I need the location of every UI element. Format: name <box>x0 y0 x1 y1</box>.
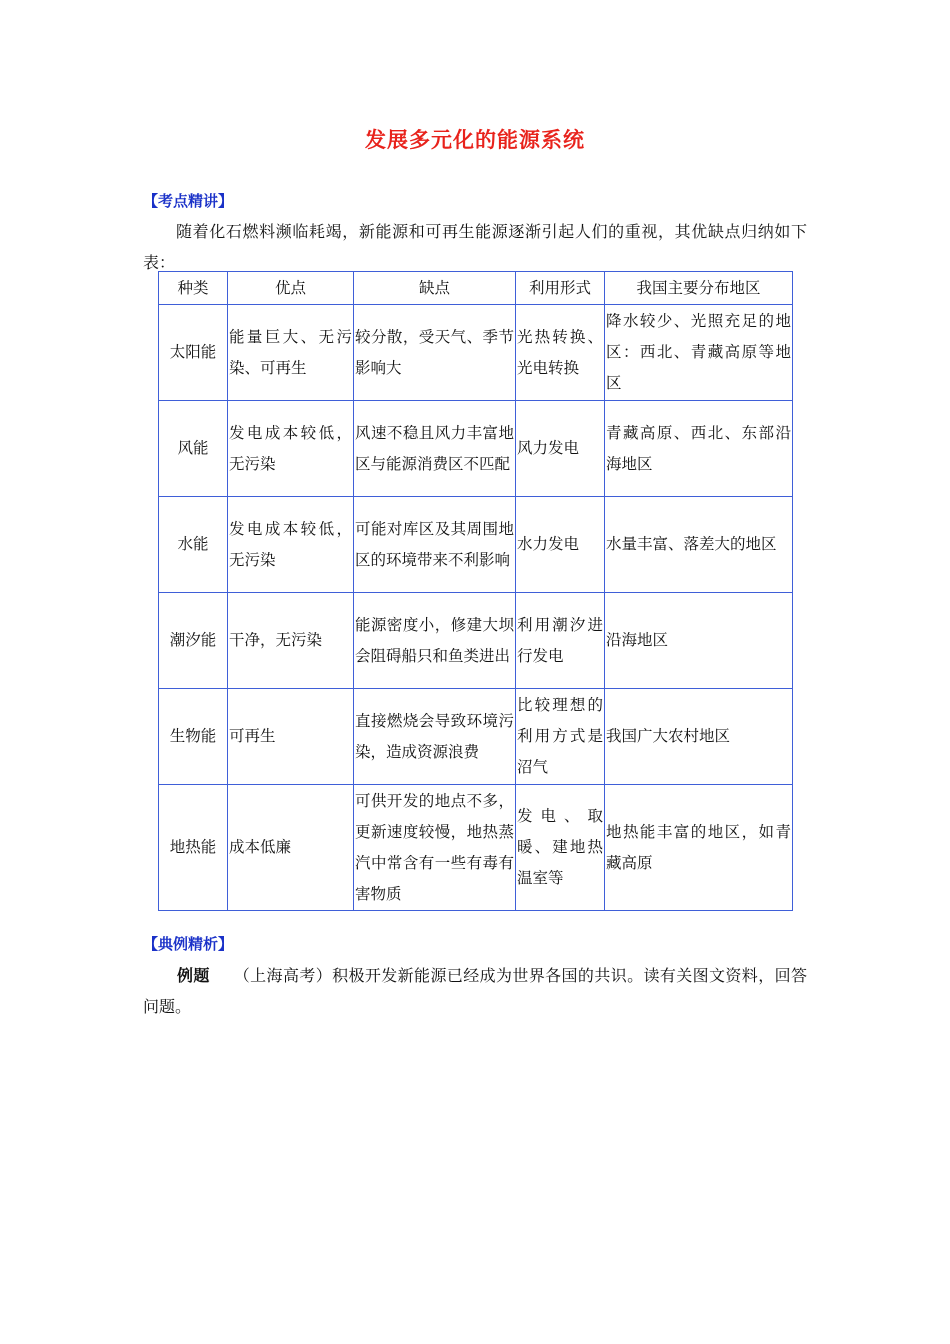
example-label: 例题 <box>177 966 210 985</box>
table-header-row <box>159 272 793 305</box>
table-row <box>159 401 793 497</box>
header-distribution: 我国主要分布地区 <box>605 272 793 305</box>
cell-disadvantages: 直接燃烧会导致环境污染，造成资源浪费 <box>354 689 516 785</box>
cell-usage: 发电、取暖、建地热温室等 <box>516 785 605 911</box>
table-row <box>159 497 793 593</box>
intro-paragraph: 随着化石燃料濒临耗竭，新能源和可再生能源逐渐引起人们的重视，其优缺点归纳如下表： <box>143 222 807 272</box>
cell-advantages: 成本低廉 <box>228 785 354 911</box>
header-type: 种类 <box>159 272 228 305</box>
cell-advantages: 干净，无污染 <box>228 593 354 689</box>
table-row <box>159 689 793 785</box>
header-usage: 利用形式 <box>516 272 605 305</box>
table-row <box>159 785 793 911</box>
cell-energy-type: 生物能 <box>159 689 228 785</box>
header-advantages: 优点 <box>228 272 354 305</box>
cell-distribution: 水量丰富、落差大的地区 <box>605 497 793 593</box>
cell-distribution: 降水较少、光照充足的地区：西北、青藏高原等地区 <box>605 305 793 401</box>
page-title: 发展多元化的能源系统 <box>365 128 585 152</box>
header-disadvantages: 缺点 <box>354 272 516 305</box>
cell-disadvantages: 风速不稳且风力丰富地区与能源消费区不匹配 <box>354 401 516 497</box>
example-text: （上海高考）积极开发新能源已经成为世界各国的共识。读有关图文资料，回答问题。 <box>143 966 807 1016</box>
energy-comparison-table <box>158 271 793 911</box>
cell-advantages: 可再生 <box>228 689 354 785</box>
cell-usage: 风力发电 <box>516 401 605 497</box>
cell-distribution: 沿海地区 <box>605 593 793 689</box>
cell-usage: 比较理想的利用方式是沼气 <box>516 689 605 785</box>
section-heading-key-points: 【考点精讲】 <box>143 192 234 210</box>
cell-disadvantages: 能源密度小，修建大坝会阻碍船只和鱼类进出 <box>354 593 516 689</box>
cell-energy-type: 潮汐能 <box>159 593 228 689</box>
cell-energy-type: 太阳能 <box>159 305 228 401</box>
cell-advantages: 发电成本较低，无污染 <box>228 497 354 593</box>
cell-distribution: 地热能丰富的地区，如青藏高原 <box>605 785 793 911</box>
cell-energy-type: 水能 <box>159 497 228 593</box>
cell-energy-type: 风能 <box>159 401 228 497</box>
cell-advantages: 发电成本较低，无污染 <box>228 401 354 497</box>
cell-distribution: 青藏高原、西北、东部沿海地区 <box>605 401 793 497</box>
cell-advantages: 能量巨大、无污染、可再生 <box>228 305 354 401</box>
example-paragraph <box>143 960 807 1022</box>
cell-disadvantages: 可能对库区及其周围地区的环境带来不利影响 <box>354 497 516 593</box>
cell-usage: 光热转换、光电转换 <box>516 305 605 401</box>
section-heading-examples: 【典例精析】 <box>143 935 234 953</box>
cell-usage: 水力发电 <box>516 497 605 593</box>
table-row <box>159 593 793 689</box>
cell-energy-type: 地热能 <box>159 785 228 911</box>
cell-usage: 利用潮汐进行发电 <box>516 593 605 689</box>
cell-disadvantages: 可供开发的地点不多，更新速度较慢，地热蒸汽中常含有一些有毒有害物质 <box>354 785 516 911</box>
table-row <box>159 305 793 401</box>
cell-distribution: 我国广大农村地区 <box>605 689 793 785</box>
cell-disadvantages: 较分散，受天气、季节影响大 <box>354 305 516 401</box>
